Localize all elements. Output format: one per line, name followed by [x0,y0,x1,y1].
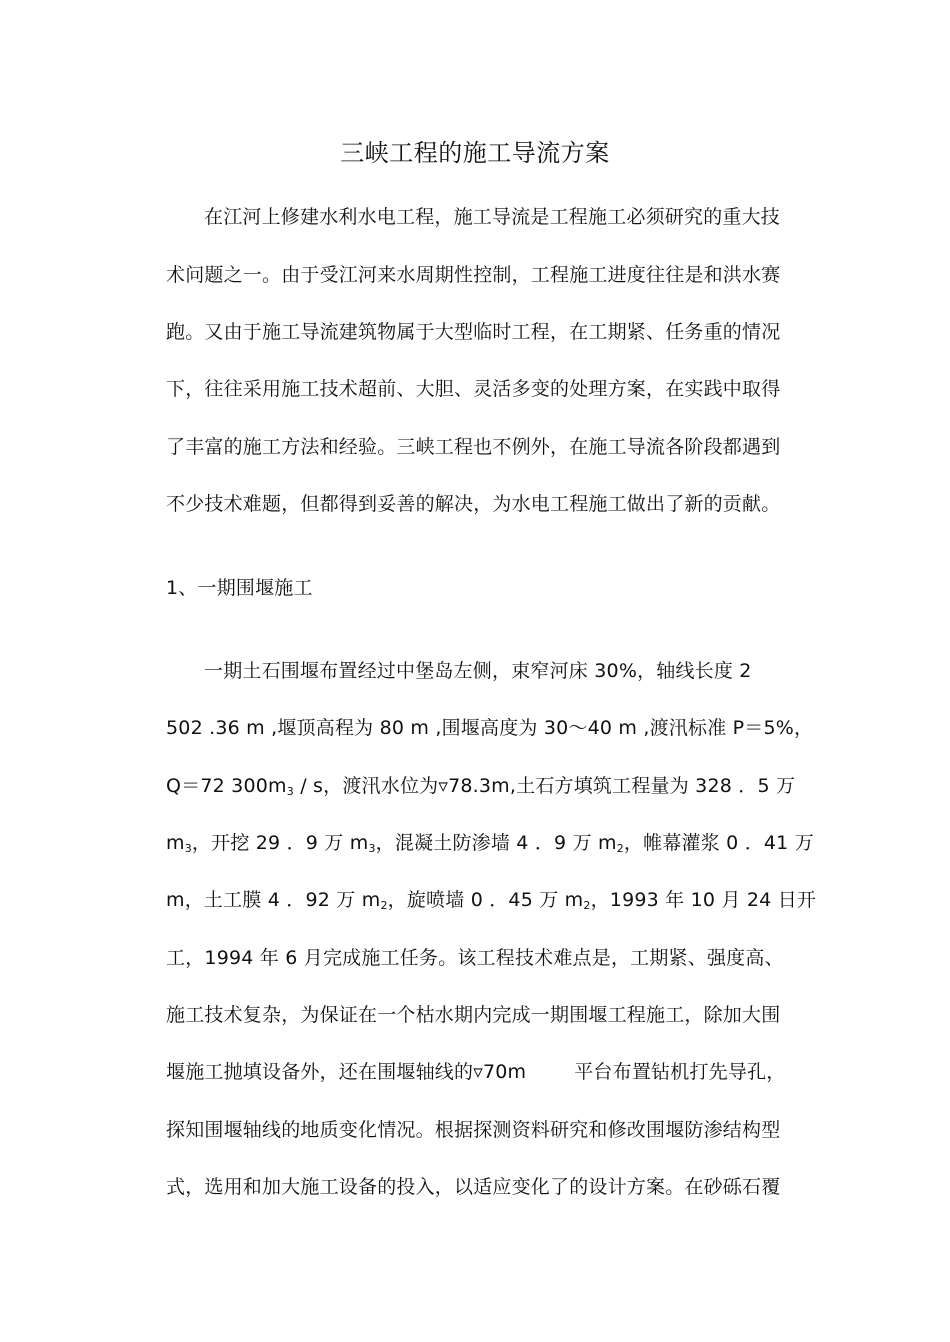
text-run: ，混凝土防渗墙 4 ．9 万 m [375,832,617,854]
unit-subscript: 2 [380,899,388,912]
text-run: Q＝72 300m [166,775,287,797]
body-line [166,830,814,856]
body-line: 工，1994 年 6 月完成施工任务。该工程技术难点是，工期紧、强度高、 [166,947,784,969]
body-line [166,887,816,913]
text-run: m [166,832,185,854]
intro-line: 了丰富的施工方法和经验。三峡工程也不例外，在施工导流各阶段都遇到 [166,436,781,458]
body-line: 式，选用和加大施工设备的投入，以适应变化了的设计方案。在砂砾石覆 [166,1176,781,1198]
text-run: ，开挖 29 ．9 万 m [191,832,369,854]
text-run: ，1993 年 10 月 24 日开 [590,889,817,911]
text-run: ，旋喷墙 0 ．45 万 m [387,889,584,911]
text-run: / s，渡汛水位为▿78.3m,土石方填筑工程量为 328 ．5 万 [300,775,796,797]
text-run: ，帷幕灌浆 0 ．41 万 [623,832,814,854]
body-line [166,1059,785,1085]
unit-subscript: 3 [184,842,192,855]
intro-line: 跑。又由于施工导流建筑物属于大型临时工程，在工期紧、任务重的情况 [166,321,781,343]
body-line: 502 .36 m ,堰顶高程为 80 m ,围堰高度为 30～40 m ,渡汛标准 P＝5%， [166,717,814,739]
body-line: 一期土石围堰布置经过中堡岛左侧，束窄河床 30%，轴线长度 2 [204,660,752,682]
body-line [166,773,795,799]
text-run: 堰施工抛填设备外，还在围堰轴线的▿70m [166,1061,527,1083]
unit-subscript: 3 [368,842,376,855]
document-title: 三峡工程的施工导流方案 [340,139,610,167]
text-run: m，土工膜 4 ．92 万 m [166,889,381,911]
body-line: 探知围堰轴线的地质变化情况。根据探测资料研究和修改围堰防渗结构型 [166,1119,781,1141]
text-run: 平台布置钻机打先导孔， [574,1061,786,1083]
body-line: 施工技术复杂，为保证在一个枯水期内完成一期围堰工程施工，除加大围 [166,1004,781,1026]
intro-line: 下，往往采用施工技术超前、大胆、灵活多变的处理方案，在实践中取得 [166,378,781,400]
section-heading: 1、一期围堰施工 [166,577,313,599]
intro-line: 术问题之一。由于受江河来水周期性控制，工程施工进度往往是和洪水赛 [166,264,781,286]
unit-subscript: 2 [616,842,624,855]
unit-subscript: 3 [286,785,294,798]
intro-line: 不少技术难题，但都得到妥善的解决，为水电工程施工做出了新的贡献。 [166,493,781,515]
unit-subscript: 2 [583,899,591,912]
intro-line: 在江河上修建水利水电工程，施工导流是工程施工必须研究的重大技 [204,206,781,228]
